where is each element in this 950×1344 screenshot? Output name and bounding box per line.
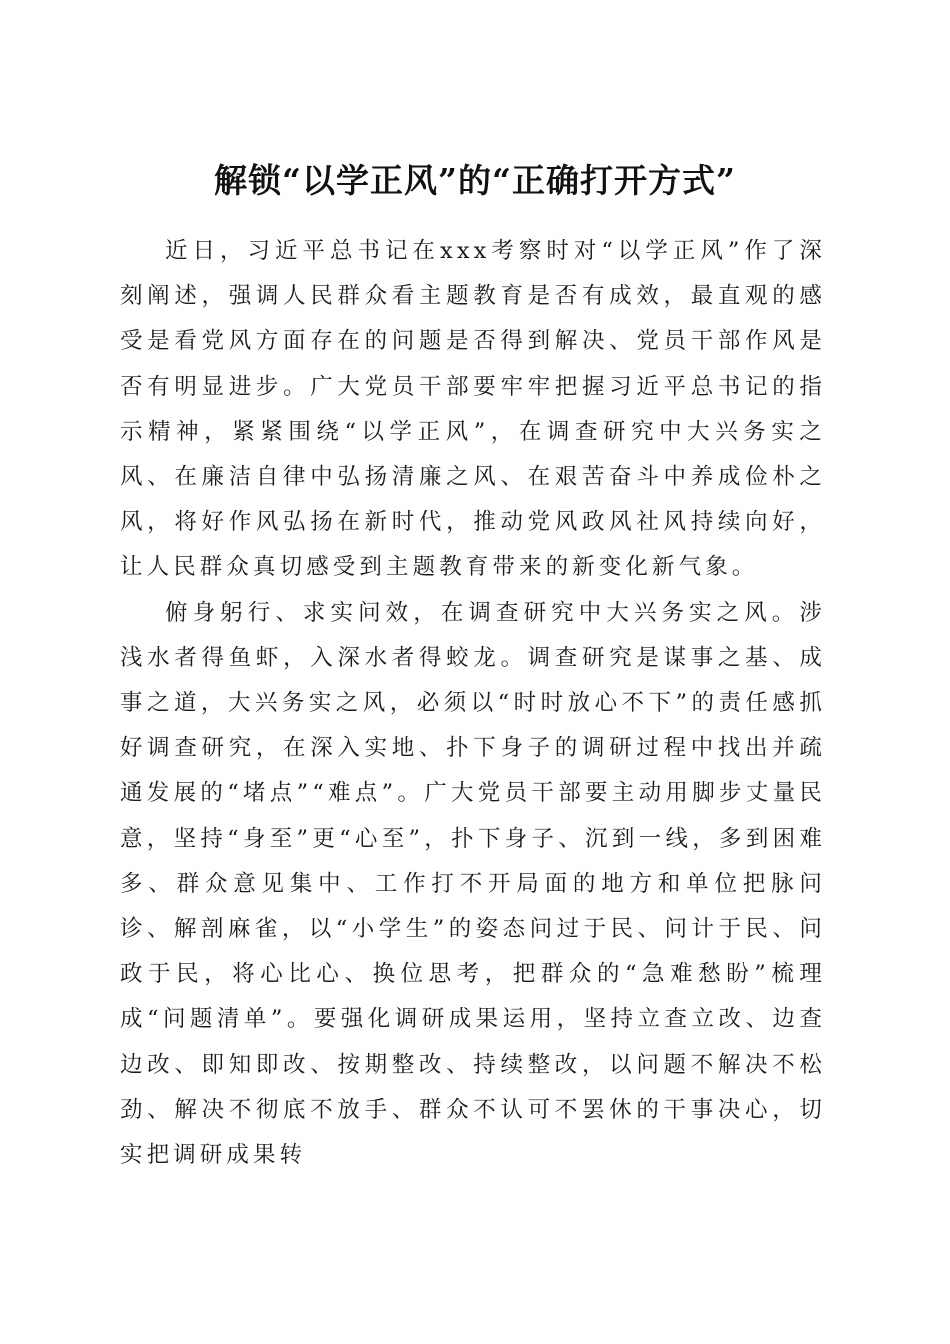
- document-body: [120, 229, 826, 1178]
- document-title: 解锁“以学正风”的“正确打开方式”: [214, 161, 736, 201]
- paragraph-intro: 近日，习近平总书记在xxx考察时对“以学正风”作了深刻阐述，强调人民群众看主题教育是否有成效，最直观的感受是看党风方面存在的问题是否得到解决、党员干部作风是否有明显进步。广大党员干部要牢牢把握习近平总书记的指示精神，紧紧围绕“以学正风”，在调查研究中大兴务实之风、在廉洁自律中弘扬清廉之风、在艰苦奋斗中养成俭朴之风，将好作风弘扬在新时代，推动党风政风社风持续向好，让人民群众真切感受到主题教育带来的新变化新气象。: [120, 238, 826, 581]
- paragraph-research: 俯身躬行、求实问效，在调查研究中大兴务实之风。涉浅水者得鱼虾，入深水者得蛟龙。调查研究是谋事之基、成事之道，大兴务实之风，必须以“时时放心不下”的责任感抓好调查研究，在深入实地、扑下身子的调研过程中找出并疏通发展的“堵点”“难点”。广大党员干部要主动用脚步丈量民意，坚持“身至”更“心至”，扑下身子、沉到一线，多到困难多、群众意见集中、工作打不开局面的地方和单位把脉问诊、解剖麻雀，以“小学生”的姿态问过于民、问计于民、问政于民，将心比心、换位思考，把群众的“急难愁盼”梳理成“问题清单”。要强化调研成果运用，坚持立查立改、边查边改、即知即改、按期整改、持续整改，以问题不解决不松劲、解决不彻底不放手、群众不认可不罢休的干事决心，切实把调研成果转: [120, 599, 826, 1169]
